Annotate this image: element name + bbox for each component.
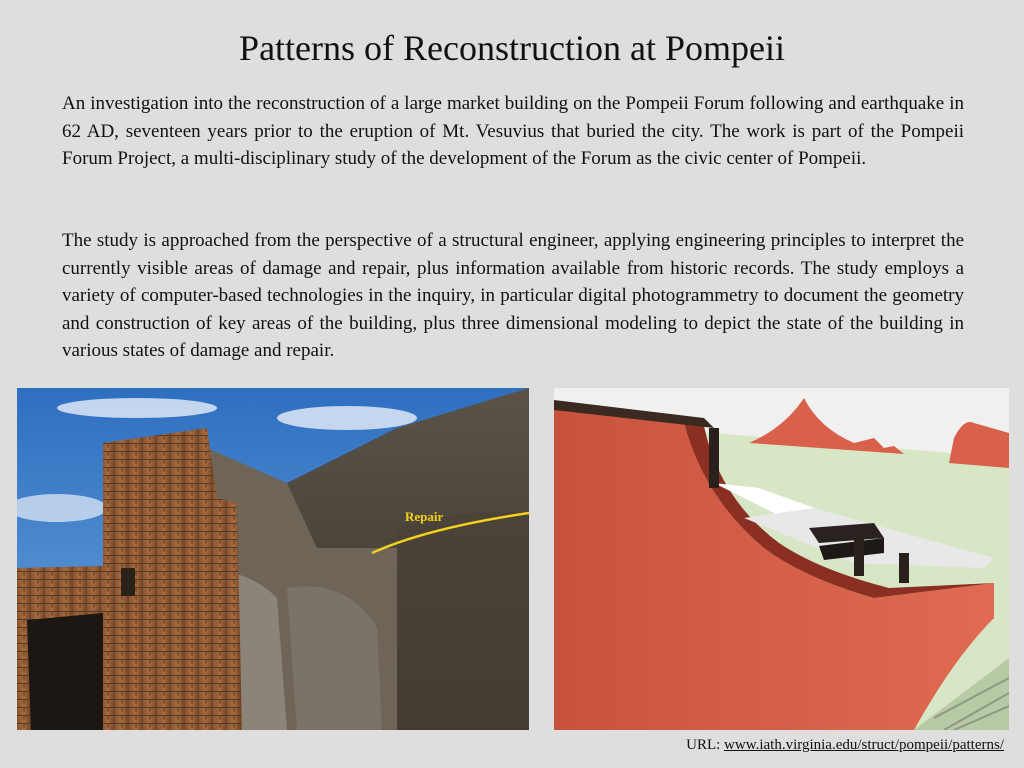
repair-label: Repair bbox=[405, 509, 444, 524]
slide-title: Patterns of Reconstruction at Pompeii bbox=[239, 28, 785, 68]
ruins-photograph bbox=[17, 388, 529, 730]
method-paragraph: The study is approached from the perspective of a structural engineer, applying engineering principles to interpret the currently visible areas of damage and repair, plus information available from historic records. The study employs a variety of computer-based technologies in the inquiry, in particular digital photogrammetry to document the geometry and construction of key areas of the building, plus three dimensional modeling to depict the state of the building in various states of damage and repair. bbox=[62, 230, 964, 361]
url-footer bbox=[686, 736, 1004, 754]
url-link[interactable]: www.iath.virginia.edu/struct/pompeii/patterns/ bbox=[724, 737, 1004, 753]
url-label: URL: bbox=[686, 737, 721, 753]
building-3d-model bbox=[554, 388, 1009, 730]
intro-paragraph: An investigation into the reconstruction of a large market building on the Pompeii Forum following and earthquake in 62 AD, seventeen years prior to the eruption of Mt. Vesuvius that buried the city. The work is part of the Pompeii Forum Project, a multi-disciplinary study of the development of the Forum as the civic center of Pompeii. bbox=[62, 93, 964, 169]
